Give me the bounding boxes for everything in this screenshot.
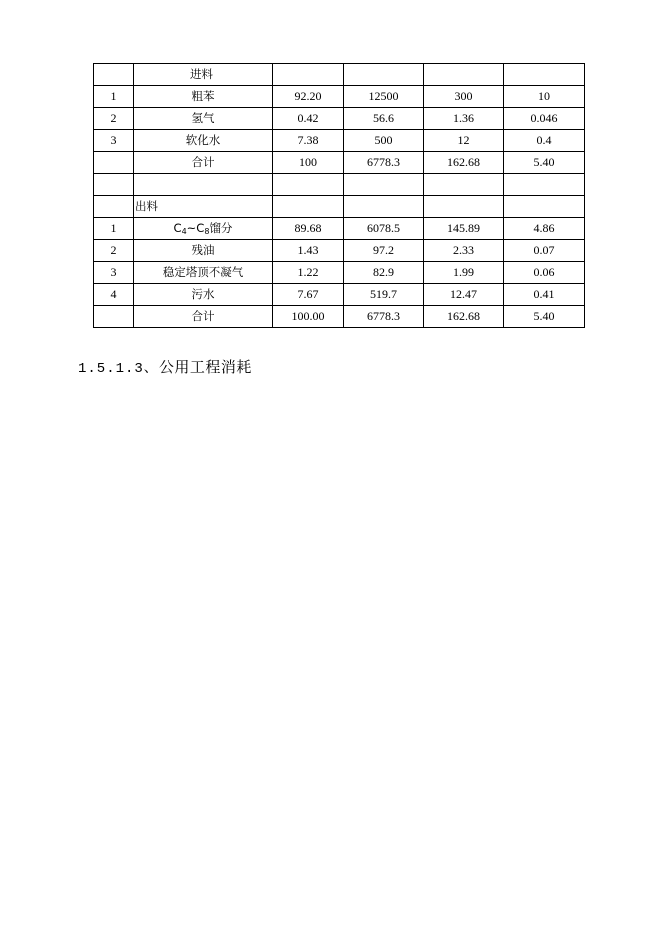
component-name: 软化水 <box>134 130 273 152</box>
table-cell: 89.68 <box>273 218 344 240</box>
table-cell <box>344 174 424 196</box>
table-cell: 7.67 <box>273 284 344 306</box>
table-cell <box>94 64 134 86</box>
table-cell <box>94 174 134 196</box>
row-number: 2 <box>94 108 134 130</box>
table-cell <box>504 196 585 218</box>
table-cell <box>273 196 344 218</box>
table-row <box>94 262 585 284</box>
table-cell: 0.046 <box>504 108 585 130</box>
row-number: 1 <box>94 86 134 108</box>
table-cell: 0.41 <box>504 284 585 306</box>
inlet-section-label: 进料 <box>134 64 273 86</box>
inlet-total-label: 合计 <box>134 152 273 174</box>
component-name: 污水 <box>134 284 273 306</box>
outlet-total-label: 合计 <box>134 306 273 328</box>
table-cell <box>94 152 134 174</box>
table-cell: 0.06 <box>504 262 585 284</box>
table-cell: 56.6 <box>344 108 424 130</box>
component-name: 残油 <box>134 240 273 262</box>
table-cell <box>424 174 504 196</box>
table-cell: 5.40 <box>504 306 585 328</box>
table-cell: 145.89 <box>424 218 504 240</box>
table-cell: 1.99 <box>424 262 504 284</box>
table-cell <box>424 64 504 86</box>
table-cell: 162.68 <box>424 306 504 328</box>
component-name: 氢气 <box>134 108 273 130</box>
table-cell <box>344 196 424 218</box>
table-row <box>94 152 585 174</box>
table-row <box>94 196 585 218</box>
row-number: 4 <box>94 284 134 306</box>
table-cell <box>94 306 134 328</box>
table-cell: 4.86 <box>504 218 585 240</box>
table-row <box>94 306 585 328</box>
table-cell: 12 <box>424 130 504 152</box>
component-name-part: 馏分 <box>209 221 233 235</box>
subscript: 4 <box>181 227 187 236</box>
table-cell: 82.9 <box>344 262 424 284</box>
component-name-part: C <box>173 221 182 235</box>
table-row <box>94 86 585 108</box>
component-name: 稳定塔顶不凝气 <box>134 262 273 284</box>
table-cell: 6778.3 <box>344 152 424 174</box>
table-cell: 12.47 <box>424 284 504 306</box>
table-cell: 162.68 <box>424 152 504 174</box>
table-cell <box>344 64 424 86</box>
row-number: 2 <box>94 240 134 262</box>
table-cell: 7.38 <box>273 130 344 152</box>
table-cell: 100.00 <box>273 306 344 328</box>
table-row <box>94 64 585 86</box>
table-cell: 1.36 <box>424 108 504 130</box>
subscript: 8 <box>204 227 210 236</box>
table-cell: 12500 <box>344 86 424 108</box>
row-number: 3 <box>94 130 134 152</box>
outlet-section-label: 出料 <box>134 196 273 218</box>
table-row <box>94 108 585 130</box>
table-cell: 300 <box>424 86 504 108</box>
table-cell: 100 <box>273 152 344 174</box>
table-row <box>94 284 585 306</box>
component-name <box>134 218 273 240</box>
table-cell: 0.07 <box>504 240 585 262</box>
component-name-part: ~C <box>186 221 205 235</box>
table-cell <box>504 64 585 86</box>
table-cell: 0.4 <box>504 130 585 152</box>
table-cell: 519.7 <box>344 284 424 306</box>
table-cell <box>94 196 134 218</box>
row-number: 1 <box>94 218 134 240</box>
table-cell: 1.22 <box>273 262 344 284</box>
table-cell: 6078.5 <box>344 218 424 240</box>
table-cell <box>273 174 344 196</box>
component-name: 粗苯 <box>134 86 273 108</box>
table-row <box>94 130 585 152</box>
table-cell: 6778.3 <box>344 306 424 328</box>
section-title: 公用工程消耗 <box>158 358 252 376</box>
table-cell: 1.43 <box>273 240 344 262</box>
row-number: 3 <box>94 262 134 284</box>
section-number: 1.5.1.3、 <box>78 361 159 377</box>
material-balance-table <box>93 63 585 328</box>
table-cell: 0.42 <box>273 108 344 130</box>
table-cell: 92.20 <box>273 86 344 108</box>
table-cell: 500 <box>344 130 424 152</box>
table-row <box>94 218 585 240</box>
table-cell: 2.33 <box>424 240 504 262</box>
table-row <box>94 174 585 196</box>
table-cell <box>273 64 344 86</box>
table-cell: 5.40 <box>504 152 585 174</box>
table-cell: 10 <box>504 86 585 108</box>
table-cell <box>134 174 273 196</box>
table-row <box>94 240 585 262</box>
table-cell: 97.2 <box>344 240 424 262</box>
section-heading <box>78 356 252 377</box>
table-cell <box>504 174 585 196</box>
table-cell <box>424 196 504 218</box>
